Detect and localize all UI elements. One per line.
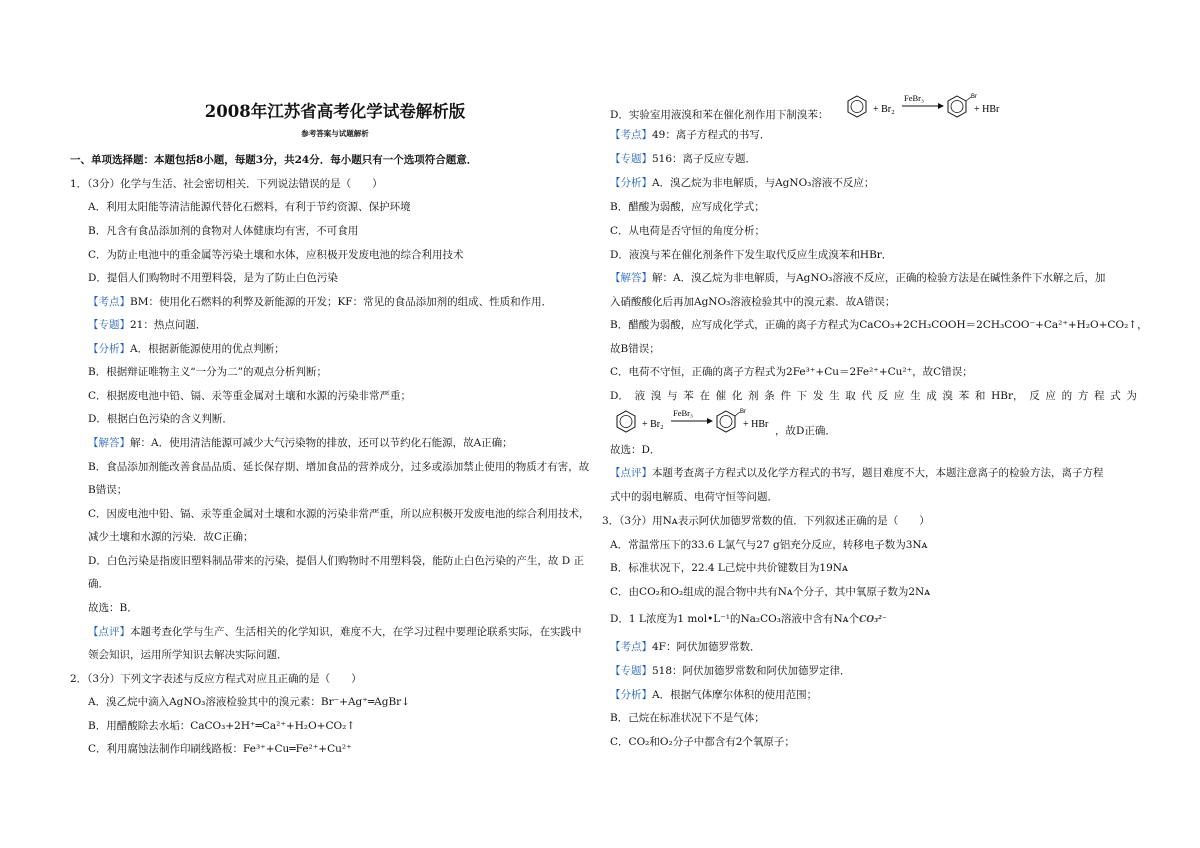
dianping-text: 本题考查离子方程式以及化学方程式的书写，题目难度不大，本题注意离子的检验方法，离子方程 <box>652 467 1104 479</box>
br-label: Br <box>740 409 746 415</box>
jieda-d-word: 苯 <box>683 390 694 402</box>
q1-fenxi-d: D．根据白色污染的含义判断． <box>88 413 233 425</box>
zhuanti-tag: 【专题】 <box>88 319 130 331</box>
jieda-d-word: 代 <box>861 390 872 402</box>
q3-fenxi-c: C．CO₂和O₂分子中都含有2个氧原子； <box>610 736 795 748</box>
jieda-d-word: D． <box>610 390 629 402</box>
reaction-scheme-1 <box>843 90 1003 124</box>
co3-ion: CO₃²⁻ <box>859 615 887 625</box>
jieda-d-word: 溴 <box>942 390 953 402</box>
section-heading: 一、单项选择题：本题包括8小题，每题3分，共24分．每小题只有一个选项符合题意． <box>70 154 478 166</box>
hbr-label: + HBr <box>743 419 769 430</box>
zhuanti-text: 518：阿伏加德罗常数和阿伏加德罗定律． <box>652 665 851 677</box>
q1-jieda-d2: 确． <box>88 578 109 590</box>
jieda-d-word: HBr， <box>991 390 1024 402</box>
jieda-text: 解：A．使用清洁能源可减少大气污染物的排放，还可以节约化石能源，故A正确； <box>130 437 513 449</box>
jieda-d-word: 取 <box>845 390 856 402</box>
q1-option-b: B．凡含有食品添加剂的食物对人体健康均有害，不可食用 <box>88 225 359 237</box>
q2-fenxi-d: D．液溴与苯在催化剂条件下发生取代反应生成溴苯和HBr． <box>610 249 893 261</box>
jieda-d-word: 生 <box>829 390 840 402</box>
reaction-benzene-diagram-2 <box>612 405 772 439</box>
jieda-d-word: 反 <box>877 390 889 402</box>
q1-jieda-c2: 减少土壤和水源的污染．故C正确； <box>88 531 254 543</box>
q1-answer: 故选：B． <box>88 602 138 614</box>
jieda-d-word: 与 <box>667 390 678 402</box>
br-label: Br <box>971 94 977 100</box>
fenxi-text: A．根据新能源使用的优点判断； <box>130 343 285 355</box>
q2-kaodian <box>610 128 770 142</box>
q1-option-d: D．提倡人们购物时不用塑料袋，是为了防止白色污染 <box>88 272 338 284</box>
q1-jieda-b2: B错误； <box>88 484 128 496</box>
jieda-d-word: 程 <box>1094 390 1105 402</box>
br2-label: + Br₂ <box>642 419 664 430</box>
q2-answer: 故选：D． <box>610 444 661 456</box>
zhuanti-text: 21：热点问题． <box>130 319 207 331</box>
jieda-d-word: 式 <box>1110 390 1121 402</box>
jieda-d-word: 苯 <box>958 390 970 402</box>
kaodian-tag: 【考点】 <box>88 296 130 308</box>
q2-option-b: B．用醋酸除去水垢：CaCO₃+2H⁺═Ca²⁺+H₂O+CO₂↑ <box>88 720 356 732</box>
dianping-tag: 【点评】 <box>610 467 652 479</box>
kaodian-tag: 【考点】 <box>610 129 652 141</box>
jieda-d-word: 条 <box>764 390 775 402</box>
jieda-d-word: 化 <box>731 390 743 402</box>
page-title: 2008年江苏省高考化学试卷解析版 <box>204 102 466 121</box>
q2-option-a: A．溴乙烷中滴入AgNO₃溶液检验其中的溴元素：Br⁻+Ag⁺═AgBr↓ <box>88 696 410 708</box>
q3-fenxi <box>610 688 817 702</box>
q2-option-c: C．利用腐蚀法制作印刷线路板：Fe³⁺+Cu═Fe²⁺+Cu²⁺ <box>88 743 352 755</box>
q1-stem: 1．（3分）化学与生活、社会密切相关．下列说法错误的是（ ） <box>70 178 383 190</box>
dianping-tag: 【点评】 <box>88 626 130 638</box>
reaction-benzene-diagram <box>843 90 1003 124</box>
febr3-label: FeBr₃ <box>673 408 693 418</box>
q2-fenxi-c: C．从电荷是否守恒的角度分析； <box>610 225 766 237</box>
hbr-label: + HBr <box>974 104 1000 115</box>
jieda-d-word: 发 <box>812 390 824 402</box>
kaodian-tag: 【考点】 <box>610 641 652 653</box>
jieda-d-word: 在 <box>699 390 710 402</box>
q1-jieda <box>70 436 513 450</box>
q2-fenxi-b: B．醋酸为弱酸，应写成化学式； <box>610 201 765 213</box>
jieda-d-word: 下 <box>796 390 808 402</box>
zhuanti-text: 516：离子反应专题． <box>652 153 757 165</box>
q2-option-d: D．实验室用液溴和苯在催化剂作用下制溴苯： <box>610 109 829 121</box>
dianping-text: 本题考查化学与生产、生活相关的化学知识，难度不大，在学习过程中要理论联系实际，在实践中 <box>130 626 582 638</box>
q2-jieda-b2: 故B错误； <box>610 343 660 355</box>
jieda-d-word: 件 <box>780 390 791 402</box>
q1-fenxi <box>70 342 285 356</box>
kaodian-text: 49：离子方程式的书写． <box>652 129 771 141</box>
q1-jieda-d1: D．白色污染是指废旧塑料制品带来的污染，提倡人们购物时不用塑料袋，能防止白色污染的产生，故 D 正 <box>88 555 585 567</box>
jieda-d-word: 应 <box>893 390 905 402</box>
q2-jieda-b1: B．醋酸为弱酸，应写成化学式，正确的离子方程式为CaCO₃+2CH₃COOH＝2CH₃COO⁻+Ca²⁺+H₂O+CO₂↑， <box>610 319 1148 331</box>
fenxi-text: A．根据气体摩尔体积的使用范围； <box>652 689 818 701</box>
jieda-d-word: 的 <box>1061 390 1073 402</box>
zhuanti-tag: 【专题】 <box>610 153 652 165</box>
jieda-d-word: 成 <box>926 390 937 402</box>
q2-jieda <box>610 271 1105 285</box>
q1-option-c: C．为防止电池中的重金属等污染土壤和水体，应积极开发废电池的综合利用技术 <box>88 249 464 261</box>
q3-zhuanti <box>610 664 851 678</box>
q1-kaodian <box>70 295 552 309</box>
jieda-tag: 【解答】 <box>88 437 130 449</box>
jieda-text: 解：A．溴乙烷为非电解质，与AgNO₃溶液不反应，正确的检验方法是在碱性条件下水解之后，加 <box>652 272 1106 284</box>
kaodian-text: BM：使用化石燃料的利弊及新能源的开发；KF：常见的食品添加剂的组成、性质和作用． <box>130 296 553 308</box>
q2-jieda-d-tail: ，故D正确． <box>775 425 836 437</box>
jieda-d-word: 反 <box>1029 390 1040 402</box>
jieda-d-word: 方 <box>1077 390 1089 402</box>
q2-jieda-c: C．电荷不守恒，正确的离子方程式为2Fe³⁺+Cu＝2Fe²⁺+Cu²⁺，故C错误； <box>610 366 973 378</box>
q1-fenxi-b: B．根据辩证唯物主义“一分为二”的观点分析判断； <box>88 366 327 378</box>
q3-fenxi-b: B．己烷在标准状况下不是气体； <box>610 712 765 724</box>
q1-jieda-b1: B．食品添加剂能改善食品品质、延长保存期、增加食品的营养成分，过多或添加禁止使用的物质才有害，故 <box>88 461 590 473</box>
q3-option-c: C．由CO₂和O₂组成的混合物中共有Nᴀ个分子，其中氧原子数为2Nᴀ <box>610 586 931 598</box>
q2-jieda-d <box>610 389 1137 403</box>
jieda-d-word: 剂 <box>748 390 759 402</box>
q3-option-d <box>610 612 887 627</box>
fenxi-tag: 【分析】 <box>88 343 130 355</box>
q1-option-a: A．利用太阳能等清洁能源代替化石燃料，有利于节约资源、保护环境 <box>88 201 411 213</box>
q2-jieda-a2: 入硝酸酸化后再加AgNO₃溶液检验其中的溴元素．故A错误； <box>610 296 896 308</box>
q3-option-a: A．常温常压下的33.6 L氯气与27 g铝充分反应，转移电子数为3Nᴀ <box>610 539 928 551</box>
jieda-d-word: 液 <box>634 390 646 402</box>
q1-zhuanti <box>70 318 206 332</box>
q2-fenxi <box>610 176 874 190</box>
fenxi-text: A．溴乙烷为非电解质，与AgNO₃溶液不反应； <box>652 177 875 189</box>
jieda-d-word: 和 <box>974 390 986 402</box>
q1-fenxi-c: C．根据废电池中铅、镉、汞等重金属对土壤和水源的污染非常严重； <box>88 390 412 402</box>
q1-jieda-c1: C．因废电池中铅、镉、汞等重金属对土壤和水源的污染非常严重，所以应积极开发废电池的综合利用技术， <box>88 508 590 520</box>
jieda-d-word: 为 <box>1126 390 1137 402</box>
q2-dianping <box>610 466 1104 480</box>
fenxi-tag: 【分析】 <box>610 177 652 189</box>
jieda-d-word: 生 <box>910 390 921 402</box>
q1-dianping-2: 领会知识，运用所学知识去解决实际问题． <box>88 649 288 661</box>
br2-label: + Br₂ <box>873 104 895 115</box>
kaodian-text: 4F：阿伏加德罗常数． <box>652 641 761 653</box>
jieda-tag: 【解答】 <box>610 272 652 284</box>
q3-option-d-text: D．1 L浓度为1 mol•L⁻¹的Na₂CO₃溶液中含有Nᴀ个 <box>610 613 860 625</box>
jieda-d-word: 溴 <box>650 390 662 402</box>
q3-kaodian <box>610 640 760 654</box>
zhuanti-tag: 【专题】 <box>610 665 652 677</box>
jieda-d-word: 应 <box>1045 390 1056 402</box>
q3-stem: 3．（3分）用Nᴀ表示阿伏加德罗常数的值．下列叙述正确的是（ ） <box>602 515 930 527</box>
jieda-d-word: 催 <box>715 390 727 402</box>
reaction-scheme-2 <box>612 405 772 439</box>
q2-stem: 2．（3分）下列文字表述与反应方程式对应且正确的是（ ） <box>70 673 362 685</box>
febr3-label: FeBr₃ <box>904 93 924 103</box>
q2-dianping-2: 式中的弱电解质、电荷守恒等问题． <box>610 491 778 503</box>
q2-zhuanti <box>610 152 756 166</box>
q1-dianping <box>70 625 582 639</box>
q3-option-b: B．标准状况下，22.4 L己烷中共价键数目为19Nᴀ <box>610 562 848 574</box>
fenxi-tag: 【分析】 <box>610 689 652 701</box>
page-subtitle: 参考答案与试题解析 <box>301 129 369 138</box>
